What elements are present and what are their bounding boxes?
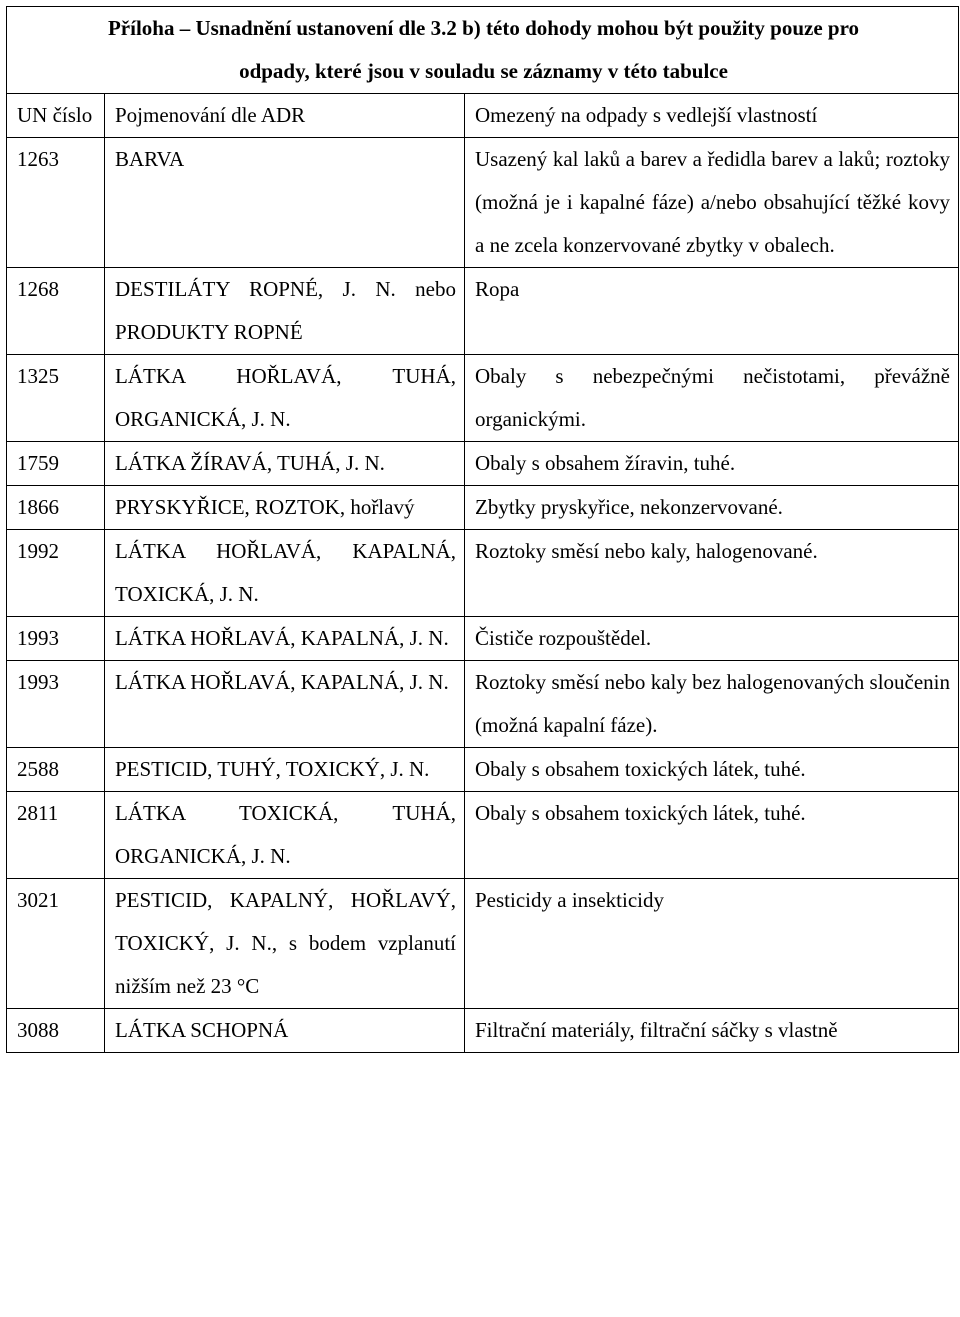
table-row [7,138,959,268]
un-number: 2811 [7,792,105,879]
un-number: 3088 [7,1009,105,1053]
waste-note: Ropa [465,268,959,355]
header-restriction: Omezený na odpady s vedlejší vlastností [465,94,959,138]
title-line-2: odpady, které jsou v souladu se záznamy v této tabulce [239,59,728,83]
table-row [7,879,959,1009]
adr-name: LÁTKA ŽÍRAVÁ, TUHÁ, J. N. [105,442,465,486]
table-row [7,268,959,355]
table-row [7,486,959,530]
title-row [7,7,959,94]
waste-note: Zbytky pryskyřice, nekonzervované. [465,486,959,530]
waste-note: Obaly s obsahem toxických látek, tuhé. [465,792,959,879]
waste-note: Obaly s obsahem toxických látek, tuhé. [465,748,959,792]
table-row [7,617,959,661]
adr-name: LÁTKA HOŘLAVÁ, KAPALNÁ, TOXICKÁ, J. N. [105,530,465,617]
un-number: 1866 [7,486,105,530]
waste-note: Obaly s obsahem žíravin, tuhé. [465,442,959,486]
table-row [7,355,959,442]
adr-name: PESTICID, KAPALNÝ, HOŘLAVÝ, TOXICKÝ, J. N., s bodem vzplanutí nižším než 23 °C [105,879,465,1009]
adr-name: LÁTKA HOŘLAVÁ, KAPALNÁ, J. N. [105,661,465,748]
waste-note: Filtrační materiály, filtrační sáčky s vlastně [465,1009,959,1053]
table-row [7,530,959,617]
waste-table [6,6,959,1053]
header-un-number: UN číslo [7,94,105,138]
waste-note: Roztoky směsí nebo kaly bez halogenovaných sloučenin (možná kapalní fáze). [465,661,959,748]
adr-name: LÁTKA SCHOPNÁ [105,1009,465,1053]
un-number: 1992 [7,530,105,617]
un-number: 1759 [7,442,105,486]
title-line-1: Příloha – Usnadnění ustanovení dle 3.2 b) této dohody mohou být použity pouze pro [107,16,860,40]
header-adr-name: Pojmenování dle ADR [105,94,465,138]
table-row [7,748,959,792]
waste-note: Usazený kal laků a barev a ředidla barev a laků; roztoky (možná je i kapalné fáze) a/nebo obsahující těžké kovy a ne zcela konzervované zbytky v obalech. [465,138,959,268]
header-row [7,94,959,138]
un-number: 1993 [7,617,105,661]
un-number: 1993 [7,661,105,748]
table-row [7,792,959,879]
un-number: 3021 [7,879,105,1009]
waste-note: Obaly s nebezpečnými nečistotami, převážně organickými. [465,355,959,442]
un-number: 2588 [7,748,105,792]
table-row [7,661,959,748]
waste-note: Roztoky směsí nebo kaly, halogenované. [465,530,959,617]
document-title [7,7,959,94]
un-number: 1263 [7,138,105,268]
adr-name: DESTILÁTY ROPNÉ, J. N. nebo PRODUKTY ROPNÉ [105,268,465,355]
table-row [7,442,959,486]
un-number: 1268 [7,268,105,355]
adr-name: LÁTKA HOŘLAVÁ, KAPALNÁ, J. N. [105,617,465,661]
un-number: 1325 [7,355,105,442]
adr-name: PESTICID, TUHÝ, TOXICKÝ, J. N. [105,748,465,792]
waste-note: Pesticidy a insekticidy [465,879,959,1009]
table-row [7,1009,959,1053]
adr-name: PRYSKYŘICE, ROZTOK, hořlavý [105,486,465,530]
adr-name: BARVA [105,138,465,268]
waste-note: Čističe rozpouštědel. [465,617,959,661]
adr-name: LÁTKA TOXICKÁ, TUHÁ, ORGANICKÁ, J. N. [105,792,465,879]
adr-name: LÁTKA HOŘLAVÁ, TUHÁ, ORGANICKÁ, J. N. [105,355,465,442]
